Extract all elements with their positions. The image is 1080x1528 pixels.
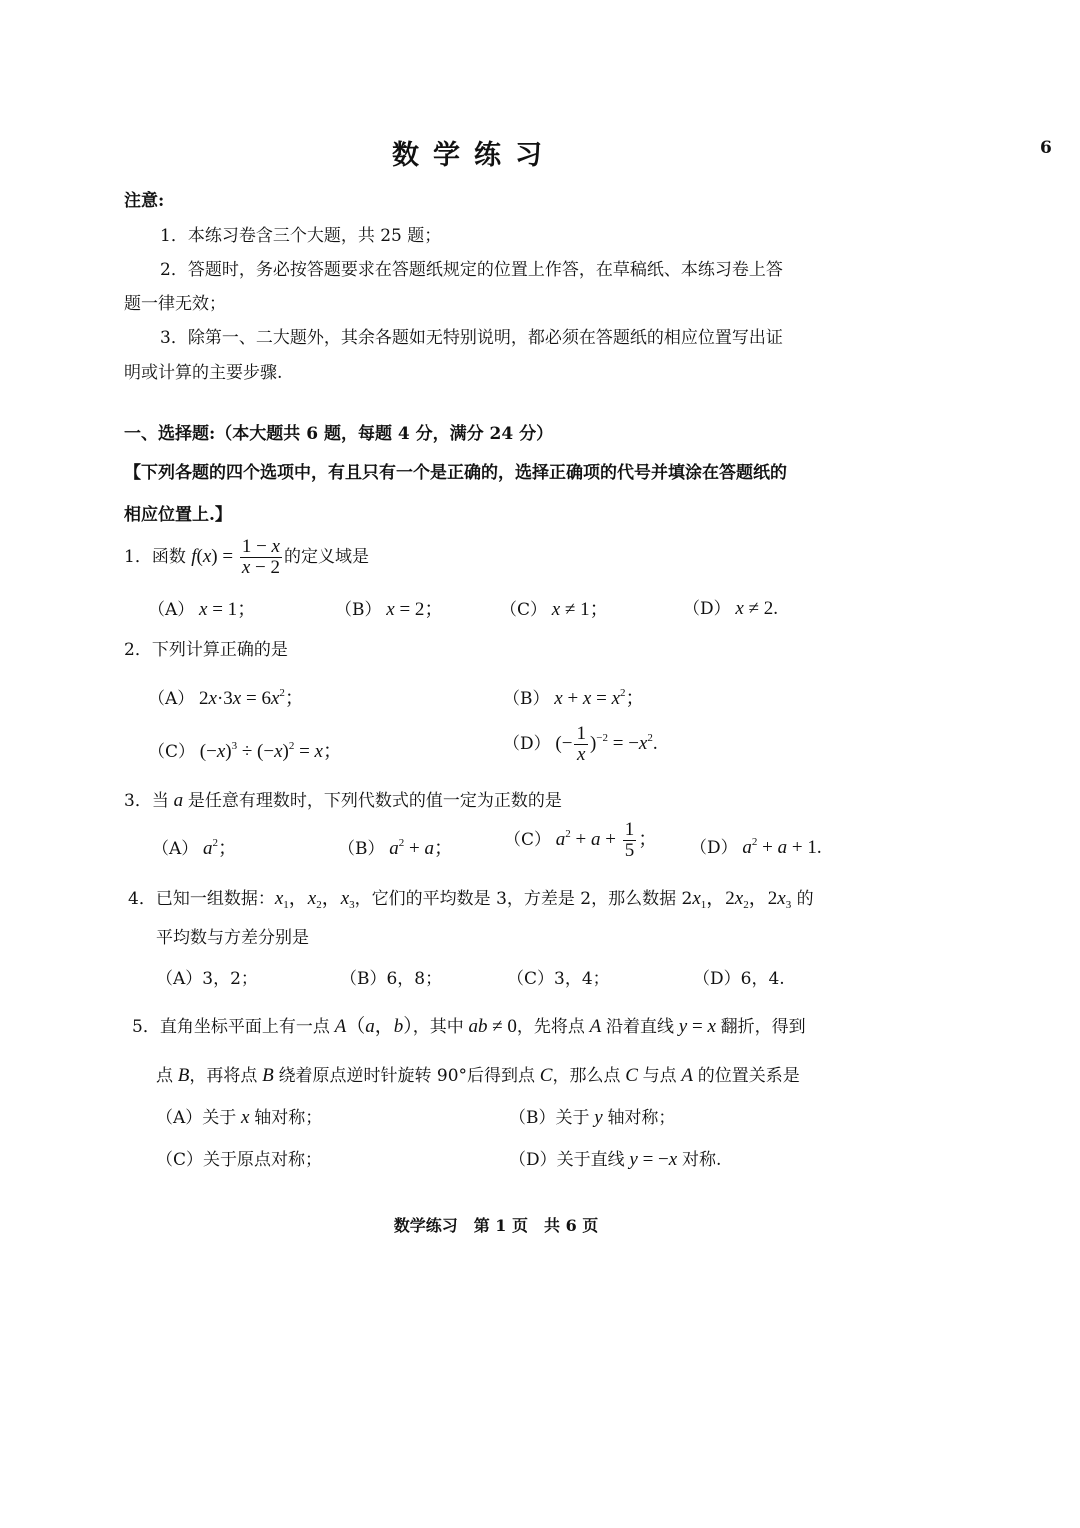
section-instruction-line-2: 相应位置上.】	[124, 505, 232, 525]
q3-option-b[interactable]: （B） $a^2 + a$；	[338, 837, 453, 859]
section-instruction-line-1: 【下列各题的四个选项中，有且只有一个是正确的，选择正确项的代号并填涂在答题纸的	[124, 463, 787, 483]
question-text: 下列计算正确的是	[151, 640, 288, 660]
notice-item-3-cont: 明或计算的主要步骤.	[124, 363, 283, 383]
notice-item-3: 3．除第一、二大题外，其余各题如无特别说明，都必须在答题纸的相应位置写出证	[160, 328, 783, 348]
question-1-stem	[124, 537, 369, 578]
q1-option-c[interactable]: （C） x ≠ 1；	[500, 599, 609, 620]
q4-option-d[interactable]: （D）6，4.	[693, 969, 785, 989]
page-footer: 数学练习 第 1 页 共 6 页	[393, 1216, 599, 1235]
page-title: 数学练习	[392, 140, 556, 171]
fraction: $\frac{1 - x}{x - 2}$	[241, 536, 280, 578]
section-heading: 一、选择题:（本大题共 6 题，每题 4 分，满分 24 分）	[124, 424, 554, 444]
question-text: 是任意有理数时，下列代数式的值一定为正数的是	[187, 791, 562, 811]
question-text: 当	[151, 791, 169, 811]
q5-option-d[interactable]: （D）关于直线 y = −x 对称.	[509, 1149, 722, 1170]
formula-fx: f(x) = $\frac{1 - x}{x - 2}$	[191, 536, 280, 578]
q5-option-c[interactable]: （C）关于原点对称；	[156, 1150, 323, 1170]
notice-item-2-cont: 题一律无效；	[124, 294, 226, 314]
q4-option-b[interactable]: （B）6，8；	[340, 969, 443, 989]
question-4-stem-cont: 平均数与方差分别是	[156, 928, 309, 948]
q1-option-d[interactable]: （D） x ≠ 2.	[683, 598, 779, 619]
q2-option-b[interactable]: （B） $x + x = x^2$；	[503, 687, 645, 709]
notice-item-1: 1．本练习卷含三个大题，共 25 题；	[160, 226, 442, 246]
question-number: 2．	[124, 640, 152, 660]
question-2-stem	[124, 635, 288, 660]
q4-option-c[interactable]: （C）3，4；	[507, 969, 610, 989]
q4-option-a[interactable]: （A）3，2；	[156, 969, 258, 989]
q3-option-a[interactable]: （A） $a^2$；	[152, 837, 238, 859]
notice-label: 注意:	[124, 191, 165, 211]
question-number: 5．	[132, 1017, 160, 1037]
question-number: 1．	[124, 546, 152, 567]
question-3-stem: 3．当 a 是任意有理数时，下列代数式的值一定为正数的是	[124, 790, 562, 811]
q1-option-b[interactable]: （B） x = 2；	[335, 599, 444, 620]
q5-option-b[interactable]: （B）关于 y 轴对称；	[509, 1107, 676, 1128]
notice-item-2: 2．答题时，务必按答题要求在答题纸规定的位置上作答，在草稿纸、本练习卷上答	[160, 260, 783, 280]
question-number: 3．	[124, 791, 152, 811]
question-5-stem-cont: 点 B，再将点 B 绕着原点逆时针旋转 90°后得到点 C，那么点 C 与点 A 的位置关系是	[156, 1065, 800, 1086]
question-text: 的定义域是	[283, 546, 369, 567]
q2-option-d[interactable]: （D） (− $\frac{1}{x}$ )$^{-2} = -x^2$.	[503, 723, 658, 765]
q2-option-c[interactable]: （C） $(-x)^3 \div (-x)^2 = x$；	[148, 740, 342, 762]
q5-option-a[interactable]: （A）关于 x 轴对称；	[156, 1107, 323, 1128]
page-corner-mark: 6	[1040, 138, 1052, 158]
question-5-stem: 5．直角坐标平面上有一点 A（a，b），其中 ab ≠ 0，先将点 A 沿着直线 y = x 翻折，得到	[132, 1016, 806, 1037]
question-text: 函数	[151, 546, 186, 567]
q1-option-a[interactable]: （A） x = 1；	[148, 599, 257, 620]
question-4-stem: 4．已知一组数据：$x_1$，$x_2$，$x_3$，它们的平均数是 3，方差是 2，那么数据 $2x_1$，$2x_2$，$2x_3$ 的	[128, 888, 814, 911]
q3-option-d[interactable]: （D） $a^2 + a + 1$.	[690, 836, 822, 858]
q2-option-a[interactable]: （A） $2x\cdot 3x = 6x^2$；	[148, 687, 304, 709]
q3-option-c[interactable]: （C） $a^2 + a$ + $\frac{1}{5}$ ；	[504, 819, 658, 861]
question-number: 4．	[128, 889, 156, 909]
